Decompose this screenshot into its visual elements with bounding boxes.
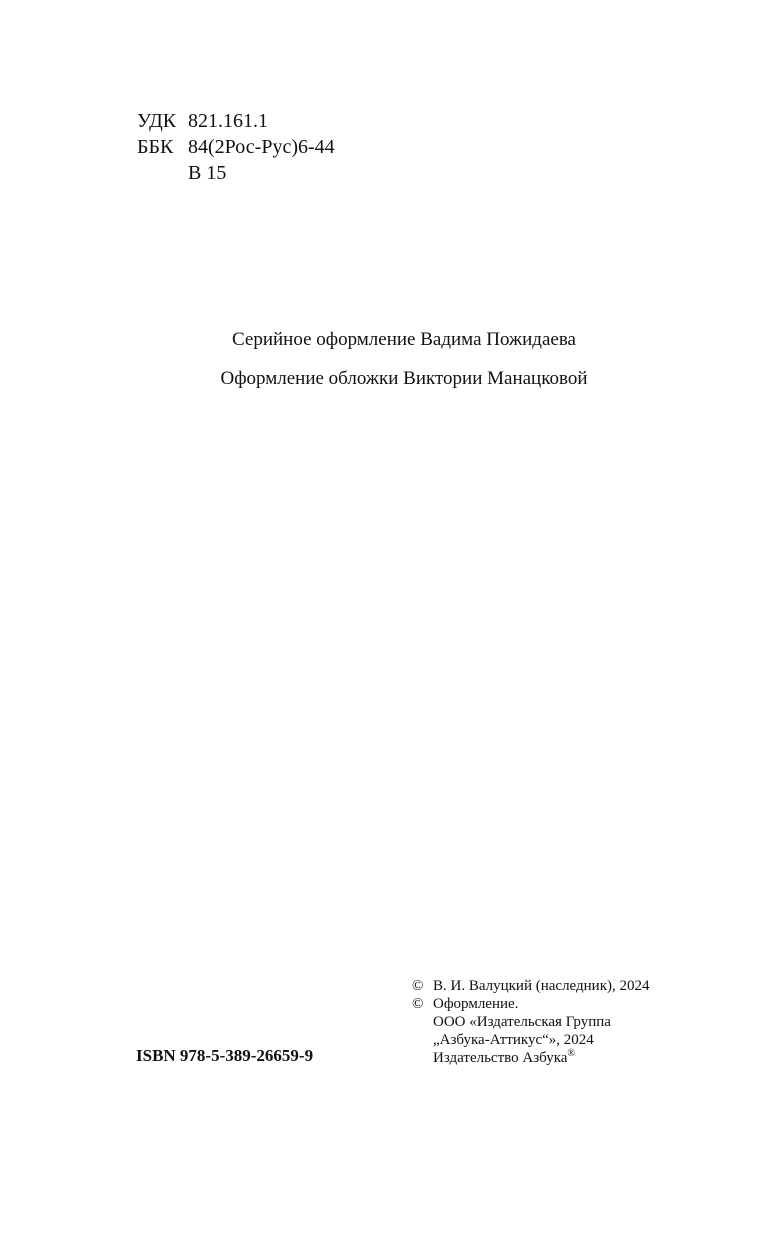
udk-label: УДК bbox=[137, 110, 177, 132]
bbk-value: 84(2Рос-Рус)6-44 bbox=[188, 136, 335, 158]
copyright-row-2 bbox=[412, 995, 650, 1013]
udk-row bbox=[137, 108, 335, 134]
bbk-row bbox=[137, 134, 335, 160]
copyright-block bbox=[412, 977, 650, 1067]
imprint-name: Издательство Азбука bbox=[433, 1050, 568, 1066]
copyright-symbol: © bbox=[412, 978, 424, 994]
publisher-line: ООО «Издательская Группа bbox=[433, 1014, 611, 1030]
copyright-heir: В. И. Валуцкий (наследник), 2024 bbox=[433, 978, 650, 994]
udk-value: 821.161.1 bbox=[188, 110, 268, 132]
cover-design-credit: Оформление обложки Виктории Манацковой bbox=[220, 368, 588, 389]
classification-block bbox=[137, 108, 335, 186]
series-design-credit: Серийное оформление Вадима Пожидаева bbox=[232, 329, 576, 350]
imprint-line bbox=[412, 1049, 650, 1067]
bbk-label: ББК bbox=[137, 136, 174, 158]
isbn: ISBN 978-5-389-26659-9 bbox=[136, 1046, 314, 1065]
author-mark: В 15 bbox=[188, 162, 227, 184]
copyright-row-1 bbox=[412, 977, 650, 995]
copyright-design: Оформление. bbox=[433, 996, 519, 1012]
registered-mark: ® bbox=[567, 1048, 576, 1059]
publisher-year-line: „Азбука-Аттикус“», 2024 bbox=[433, 1032, 594, 1048]
copyright-symbol: © bbox=[412, 996, 424, 1012]
